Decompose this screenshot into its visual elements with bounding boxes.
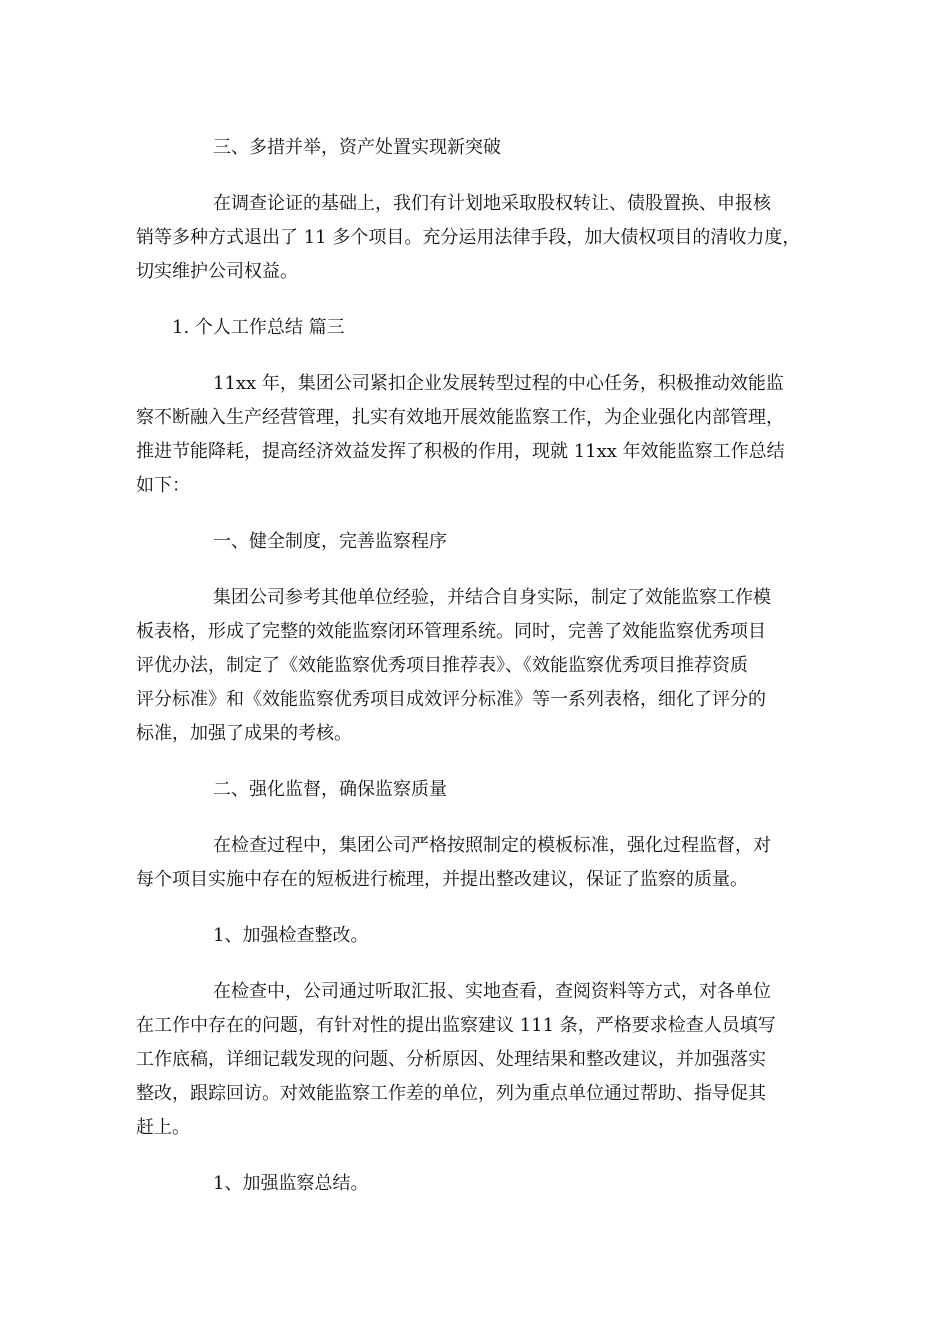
paragraph-line: 11xx 年，集团公司紧扣企业发展转型过程的中心任务，积极推动效能监 [213, 373, 784, 394]
paragraph-line: 板表格，形成了完整的效能监察闭环管理系统。同时，完善了效能监察优秀项目 [136, 621, 766, 642]
title-line: 1. 个人工作总结 篇三 [172, 317, 345, 338]
paragraph [136, 187, 816, 289]
sub-heading [136, 919, 816, 953]
paragraph-line: 评分标准》和《效能监察优秀项目成效评分标准》等一系列表格，细化了评分的 [136, 689, 766, 710]
paragraph-line: 标准，加强了成果的考核。 [136, 723, 352, 744]
paragraph-line: 察不断融入生产经营管理，扎实有效地开展效能监察工作，为企业强化内部管理， [136, 407, 784, 428]
heading-line: 1、加强检查整改。 [213, 925, 369, 946]
article-title [136, 311, 816, 345]
heading-line: 一、健全制度，完善监察程序 [213, 531, 447, 552]
heading-line: 1、加强监察总结。 [213, 1173, 369, 1194]
paragraph [136, 367, 816, 503]
document-body [136, 131, 816, 1201]
paragraph [136, 581, 816, 751]
paragraph-line: 推进节能降耗，提高经济效益发挥了积极的作用，现就 11xx 年效能监察工作总结 [136, 441, 785, 462]
paragraph-line: 在调查论证的基础上，我们有计划地采取股权转让、债股置换、申报核 [213, 193, 771, 214]
heading-line: 二、强化监督，确保监察质量 [213, 779, 447, 800]
paragraph [136, 975, 816, 1145]
section-heading [136, 773, 816, 807]
paragraph-line: 集团公司参考其他单位经验，并结合自身实际，制定了效能监察工作模 [213, 587, 771, 608]
paragraph-line: 在检查过程中，集团公司严格按照制定的模板标准，强化过程监督，对 [213, 835, 771, 856]
paragraph-line: 如下： [136, 475, 190, 496]
section-heading [136, 131, 816, 165]
paragraph-line: 评优办法，制定了《效能监察优秀项目推荐表》、《效能监察优秀项目推荐资质 [136, 655, 748, 676]
sub-heading [136, 1167, 816, 1201]
paragraph-line: 在工作中存在的问题，有针对性的提出监察建议 111 条，严格要求检查人员填写 [136, 1015, 776, 1036]
paragraph-line: 在检查中，公司通过听取汇报、实地查看，查阅资料等方式，对各单位 [213, 981, 771, 1002]
paragraph-line: 切实维护公司权益。 [136, 261, 298, 282]
paragraph-line: 每个项目实施中存在的短板进行梳理，并提出整改建议，保证了监察的质量。 [136, 869, 748, 890]
heading-line: 三、多措并举，资产处置实现新突破 [213, 137, 501, 158]
paragraph-line: 工作底稿，详细记载发现的问题、分析原因、处理结果和整改建议，并加强落实 [136, 1049, 766, 1070]
paragraph-line: 赶上。 [136, 1117, 190, 1138]
section-heading [136, 525, 816, 559]
paragraph-line: 销等多种方式退出了 11 多个项目。充分运用法律手段，加大债权项目的清收力度， [136, 227, 801, 248]
paragraph-line: 整改，跟踪回访。对效能监察工作差的单位，列为重点单位通过帮助、指导促其 [136, 1083, 766, 1104]
paragraph [136, 829, 816, 897]
